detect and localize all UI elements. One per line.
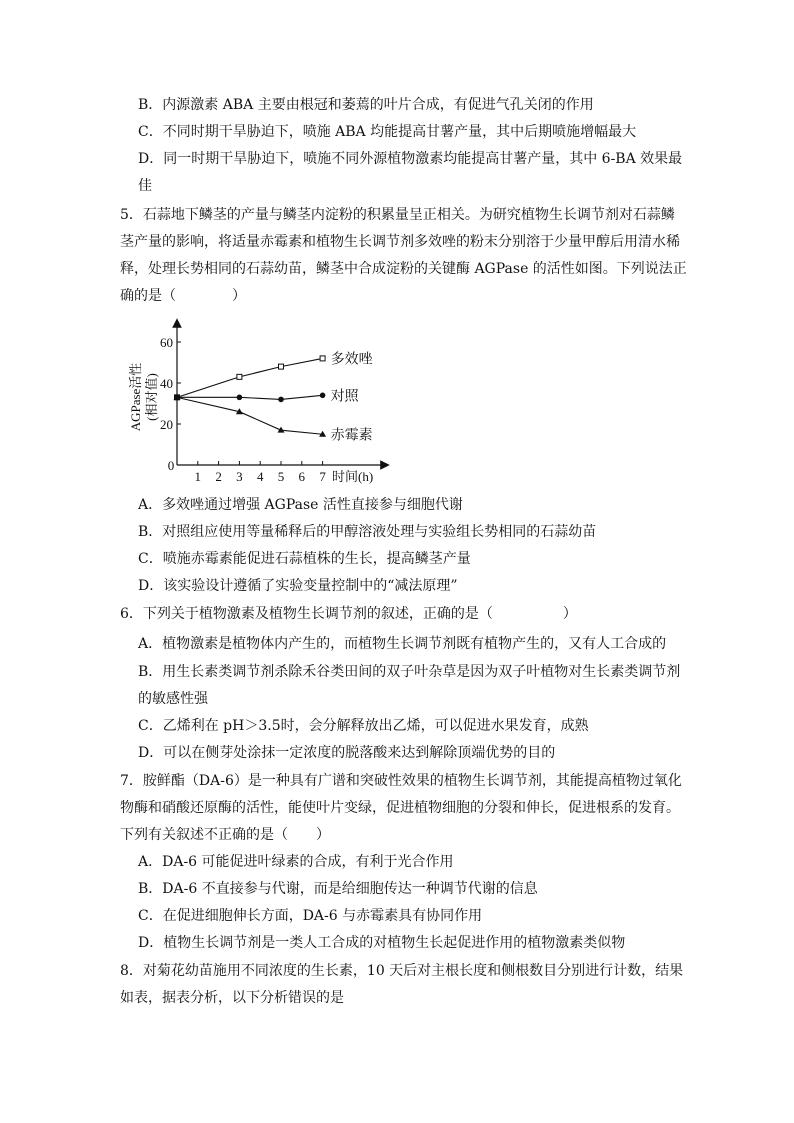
q8-stem-line-2: 如表，据表分析，以下分析错误的是 bbox=[120, 990, 344, 1006]
series-line bbox=[177, 397, 323, 434]
x-tick-label: 3 bbox=[236, 469, 243, 484]
q7-option-d: D．植物生长调节剂是一类人工合成的对植物生长起促进作用的植物激素类似物 bbox=[138, 935, 626, 951]
q5-stem-line-1: 5．石蒜地下鳞茎的产量与鳞茎内淀粉的积累量呈正相关。为研究植物生长调节剂对石蒜鳞 bbox=[120, 207, 675, 223]
x-tick-label: 5 bbox=[277, 469, 285, 484]
y-tick-label: 60 bbox=[160, 335, 173, 350]
q4-option-d: D．同一时期干旱胁迫下，喷施不同外源植物激素均能提高甘薯产量，其中 6-BA 效果最 bbox=[138, 151, 683, 167]
q6-option-b-continued: 的敏感性强 bbox=[138, 691, 208, 707]
q7-option-a: A．DA-6 可能促进叶绿素的合成，有利于光合作用 bbox=[138, 854, 454, 870]
q5-stem-line-4: 确的是（ ） bbox=[120, 288, 246, 304]
q5-option-b: B．对照组应使用等量稀释后的甲醇溶液处理与实验组长势相同的石蒜幼苗 bbox=[138, 524, 597, 540]
q6-option-b: B．用生长素类调节剂杀除禾谷类田间的双子叶杂草是因为双子叶植物对生长素类调节剂 bbox=[138, 664, 681, 680]
y-tick-label: 20 bbox=[160, 417, 173, 432]
x-tick-label: 4 bbox=[256, 469, 264, 484]
q5-option-c: C．喷施赤霉素能促进石蒜植株的生长，提高鳞茎产量 bbox=[138, 551, 471, 567]
series-label: 赤霉素 bbox=[330, 428, 373, 444]
x-tick-label: 6 bbox=[298, 469, 306, 484]
y-tick-label: 40 bbox=[160, 376, 173, 391]
q5-option-a: A．多效唑通过增强 AGPase 活性直接参与细胞代谢 bbox=[138, 497, 463, 513]
x-tick-label: 7 bbox=[319, 469, 326, 484]
q5-stem-line-2: 茎产量的影响，将适量赤霉素和植物生长调节剂多效唑的粉末分别溶于少量甲醇后用清水稀 bbox=[120, 234, 680, 250]
q7-option-c: C．在促进细胞伸长方面，DA-6 与赤霉素具有协同作用 bbox=[138, 908, 483, 924]
y-axis-label-line-1: AGPase活性 bbox=[128, 362, 143, 432]
data-point-square bbox=[237, 374, 242, 379]
q5-stem-line-3: 释，处理长势相同的石蒜幼苗，鳞茎中合成淀粉的关键酶 AGPase 的活性如图。下列说法正 bbox=[120, 261, 687, 277]
series-label: 多效唑 bbox=[330, 352, 373, 368]
data-point-square bbox=[320, 356, 325, 361]
y-axis-label-line-2: (相对值) bbox=[144, 373, 159, 421]
x-tick-label: 0 bbox=[167, 458, 175, 473]
data-point-square bbox=[279, 364, 284, 369]
q4-option-b: B．内源激素 ABA 主要由根冠和萎蔫的叶片合成，有促进气孔关闭的作用 bbox=[138, 97, 594, 113]
x-tick-label: 2 bbox=[215, 469, 222, 484]
q8-stem-line-1: 8．对菊花幼苗施用不同浓度的生长素，10 天后对主根长度和侧根数目分别进行计数，结果 bbox=[120, 963, 684, 979]
q6-option-c: C．乙烯利在 pH＞3.5时，会分解释放出乙烯，可以促进水果发育，成熟 bbox=[138, 718, 589, 734]
q6-option-d: D．可以在侧芽处涂抹一定浓度的脱落酸来达到解除顶端优势的目的 bbox=[138, 745, 556, 761]
q7-stem-line-3: 下列有关叙述不正确的是（ ） bbox=[120, 827, 330, 843]
data-point-circle bbox=[278, 397, 284, 403]
q4-option-c: C．不同时期干旱胁迫下，喷施 ABA 均能提高甘薯产量，其中后期喷施增幅最大 bbox=[138, 124, 637, 140]
q5-option-d: D．该实验设计遵循了实验变量控制中的“减法原理” bbox=[138, 578, 458, 594]
x-tick-label: 1 bbox=[194, 469, 202, 484]
q4-option-d-continued: 佳 bbox=[138, 178, 152, 194]
q7-option-b: B．DA-6 不直接参与代谢，而是给细胞传达一种调节代谢的信息 bbox=[138, 881, 538, 897]
q7-stem-line-2: 物酶和硝酸还原酶的活性，能使叶片变绿，促进植物细胞的分裂和伸长，促进根系的发育。 bbox=[120, 800, 680, 816]
data-point-circle bbox=[237, 395, 243, 401]
q6-option-a: A．植物激素是植物体内产生的，而植物生长调节剂既有植物产生的，又有人工合成的 bbox=[138, 636, 667, 652]
x-axis-label: 时间(h) bbox=[332, 469, 374, 484]
agpase-line-chart bbox=[120, 315, 400, 495]
series-line bbox=[177, 358, 323, 397]
data-point-circle bbox=[320, 393, 326, 399]
q7-stem-line-1: 7．胺鲜酯（DA-6）是一种具有广谱和突破性效果的植物生长调节剂，其能提高植物过氧化 bbox=[120, 773, 682, 789]
q6-stem: 6．下列关于植物激素及植物生长调节剂的叙述，正确的是（ ） bbox=[120, 606, 577, 622]
series-line bbox=[177, 395, 323, 399]
series-label: 对照 bbox=[330, 389, 359, 405]
